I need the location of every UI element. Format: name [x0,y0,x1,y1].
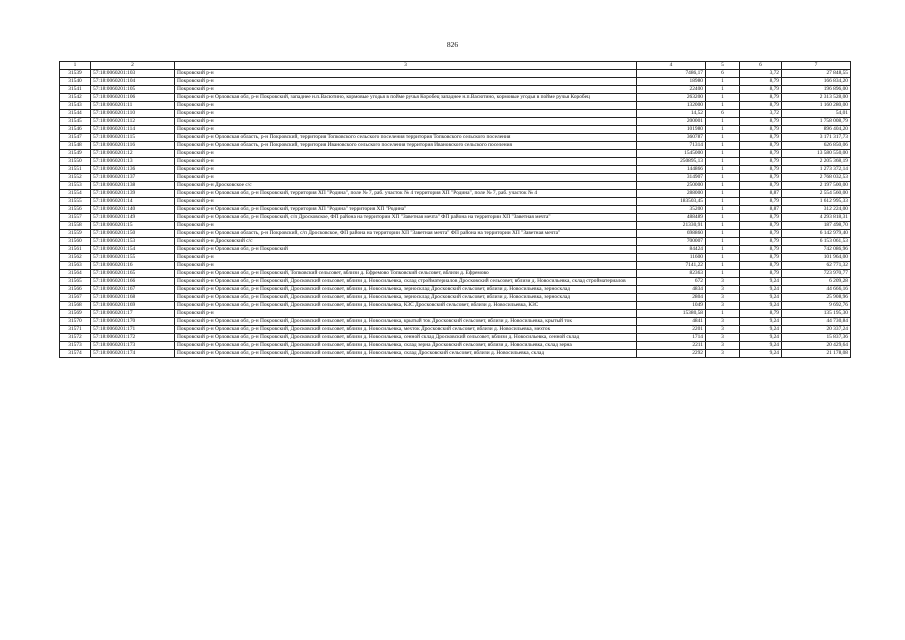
rate-cell: 8,79 [740,222,782,230]
table-row [60,350,851,358]
cadastral-number-cell: 57:18:0060201:17 [91,310,175,318]
group-cell: 3 [706,326,740,334]
group-cell: 1 [706,206,740,214]
location-cell: Покровский р-н Орловская обл, р-н Покровский, Дросковский сельсовет, вблизи д. Новосильевка, склад зерна Дросковский сельсовет, вблизи д. Новосильевка, склад зерна [175,342,637,350]
cadastral-value-cell: 312 224,00 [782,206,851,214]
cadastral-value-cell: 166 834,20 [782,78,851,86]
area-cell: 2211 [637,342,706,350]
table-row [60,254,851,262]
cadastral-number-cell: 57:18:0060201:153 [91,238,175,246]
group-cell: 1 [706,94,740,102]
rate-cell: 8,87 [740,190,782,198]
row-number-cell: 31559 [60,230,91,238]
rate-cell: 8,79 [740,118,782,126]
group-cell: 3 [706,318,740,326]
row-number-cell: 31570 [60,318,91,326]
cadastral-number-cell: 57:18:0060201:149 [91,214,175,222]
table-row [60,294,851,302]
location-cell: Покровский р-н Орловская область, р-н Покровский, с/п Дросковское, ФП района на территории ХП "Заветная мечта" ФП района на территории ХП "Заветная мечта" [175,230,637,238]
cadastral-value-cell: 27 848,55 [782,70,851,78]
area-cell: 672 [637,278,706,286]
row-number-cell: 31543 [60,102,91,110]
table-row [60,158,851,166]
location-cell: Покровский р-н Орловская обл, р-н Покровский, Дросковский сельсовет, вблизи д. Новосильевка, мехток Дросковский сельсовет, вблизи д. Новосильевка, мехток [175,326,637,334]
rate-cell: 8,79 [740,94,782,102]
cadastral-value-cell: 15 837,36 [782,334,851,342]
group-cell: 1 [706,190,740,198]
cadastral-number-cell: 57:18:0060201:106 [91,94,175,102]
cadastral-value-cell: 9 692,76 [782,302,851,310]
table-row [60,246,851,254]
cadastral-value-cell: 6 142 979,40 [782,230,851,238]
cadastral-number-cell: 57:18:0060201:172 [91,334,175,342]
area-cell: 15380,58 [637,310,706,318]
group-cell: 1 [706,222,740,230]
row-number-cell: 31555 [60,198,91,206]
area-cell: 250895,13 [637,158,706,166]
cadastral-number-cell: 57:18:0060201:171 [91,326,175,334]
rate-cell: 9,24 [740,318,782,326]
row-number-cell: 31573 [60,342,91,350]
table-row [60,310,851,318]
cadastral-number-cell: 57:18:0060201:104 [91,78,175,86]
group-cell: 1 [706,198,740,206]
group-cell: 1 [706,158,740,166]
area-cell: 1049 [637,302,706,310]
area-cell: 7141,22 [637,262,706,270]
area-cell: 263200 [637,94,706,102]
area-cell: 22400 [637,86,706,94]
cadastral-value-cell: 626 850,06 [782,142,851,150]
row-number-cell: 31572 [60,334,91,342]
location-cell: Покровский р-н [175,222,637,230]
column-header: 2 [91,62,175,70]
table-row [60,334,851,342]
cadastral-value-cell: 25 908,96 [782,294,851,302]
cadastral-number-cell: 57:18:0060201:137 [91,174,175,182]
cadastral-number-cell: 57:18:0060201:167 [91,286,175,294]
area-cell: 35200 [637,206,706,214]
area-cell: 4834 [637,286,706,294]
location-cell: Покровский р-н Орловская обл, р-н Покровский, территория ХП "Родина" территория ХП "Родина" [175,206,637,214]
row-number-cell: 31567 [60,294,91,302]
table-row [60,70,851,78]
group-cell: 1 [706,150,740,158]
cadastral-value-cell: 4 293 818,31 [782,214,851,222]
area-cell: 1545000 [637,150,706,158]
group-cell: 1 [706,230,740,238]
area-cell: 82363 [637,270,706,278]
row-number-cell: 31542 [60,94,91,102]
cadastral-value-cell: 2 313 528,00 [782,94,851,102]
cadastral-value-cell: 2 205 368,19 [782,158,851,166]
column-header: 1 [60,62,91,70]
row-number-cell: 31550 [60,158,91,166]
location-cell: Покровский р-н Орловская обл, р-н Покровский, с/п Дросковское, ФП района на территории ХП "Заветная мечта" ФП района на территории ХП "Заветная мечта" [175,214,637,222]
group-cell: 3 [706,302,740,310]
row-number-cell: 31563 [60,262,91,270]
table-row [60,118,851,126]
location-cell: Покровский р-н Орловская обл, р-н Покровский, Дросковский сельсовет, вблизи д. Новосильевка, зерносклад Дросковский сельсовет, вблизи д. Новосильевка, зерносклад [175,286,637,294]
area-cell: 84424 [637,246,706,254]
group-cell: 3 [706,334,740,342]
location-cell: Покровский р-н [175,150,637,158]
table-row [60,86,851,94]
area-cell: 314907 [637,174,706,182]
group-cell: 1 [706,238,740,246]
cadastral-value-cell: 44 666,16 [782,286,851,294]
column-header: 4 [637,62,706,70]
cadastral-number-cell: 57:18:0060201:16 [91,262,175,270]
area-cell: 2292 [637,350,706,358]
location-cell: Покровский р-н Орловская обл, р-н Покровский, Дросковский сельсовет, вблизи д. Новосильевка, КЗС Дросковский сельсовет, вблизи д. Новосильевка, КЗС [175,302,637,310]
row-number-cell: 31562 [60,254,91,262]
rate-cell: 8,87 [740,206,782,214]
table-row [60,302,851,310]
location-cell: Покровский р-н [175,158,637,166]
rate-cell: 8,79 [740,270,782,278]
rate-cell: 8,79 [740,150,782,158]
table-row [60,230,851,238]
area-cell: 698860 [637,230,706,238]
location-cell: Покровский р-н [175,70,637,78]
cadastral-value-cell: 742 086,96 [782,246,851,254]
row-number-cell: 31554 [60,190,91,198]
group-cell: 1 [706,142,740,150]
rate-cell: 8,79 [740,102,782,110]
area-cell: 144866 [637,166,706,174]
rate-cell: 8,79 [740,214,782,222]
rate-cell: 9,24 [740,342,782,350]
row-number-cell: 31568 [60,302,91,310]
cadastral-number-cell: 57:18:0060201:168 [91,294,175,302]
cadastral-number-cell: 57:18:0060201:155 [91,254,175,262]
cadastral-value-cell: 187 498,70 [782,222,851,230]
rate-cell: 8,79 [740,86,782,94]
cadastral-number-cell: 57:18:0060201:140 [91,206,175,214]
location-cell: Покровский р-н [175,198,637,206]
table-row [60,134,851,142]
area-cell: 488489 [637,214,706,222]
location-cell: Покровский р-н [175,310,637,318]
location-cell: Покровский р-н Дросковское с/с [175,182,637,190]
rate-cell: 8,79 [740,158,782,166]
cadastral-value-cell: 21 178,08 [782,350,851,358]
cadastral-value-cell: 20 337,24 [782,326,851,334]
location-cell: Покровский р-н [175,166,637,174]
row-number-cell: 31566 [60,286,91,294]
row-number-cell: 31571 [60,326,91,334]
area-cell: 18980 [637,78,706,86]
row-number-cell: 31556 [60,206,91,214]
group-cell: 1 [706,214,740,222]
cadastral-number-cell: 57:18:0060201:116 [91,142,175,150]
location-cell: Покровский р-н [175,110,637,118]
table-row [60,286,851,294]
cadastral-value-cell: 54,01 [782,110,851,118]
group-cell: 1 [706,254,740,262]
rate-cell: 8,79 [740,182,782,190]
table-row [60,110,851,118]
rate-cell: 9,24 [740,334,782,342]
rate-cell: 9,24 [740,278,782,286]
group-cell: 1 [706,310,740,318]
cadastral-value-cell: 135 195,30 [782,310,851,318]
table-row [60,94,851,102]
rate-cell: 8,79 [740,78,782,86]
group-cell: 6 [706,70,740,78]
rate-cell: 8,79 [740,310,782,318]
area-cell: 2201 [637,326,706,334]
location-cell: Покровский р-н Орловская область, р-н Покровский, территория Топковского сельского поселения территория Топковского сельского поселения [175,134,637,142]
table-row [60,278,851,286]
cadastral-value-cell: 6 209,28 [782,278,851,286]
rate-cell: 3,72 [740,70,782,78]
rate-cell: 8,79 [740,262,782,270]
cadastral-value-cell: 20 429,64 [782,342,851,350]
cadastral-value-cell: 13 580 550,00 [782,150,851,158]
cadastral-number-cell: 57:18:0060201:166 [91,278,175,286]
cadastral-value-cell: 896 404,20 [782,126,851,134]
cadastral-number-cell: 57:18:0060201:13 [91,158,175,166]
area-cell: 2804 [637,294,706,302]
table-row [60,238,851,246]
group-cell: 1 [706,86,740,94]
table-row [60,222,851,230]
cadastral-number-cell: 57:18:0060201:110 [91,110,175,118]
area-cell: 4841 [637,318,706,326]
location-cell: Покровский р-н Орловская обл, р-н Покровский, Дросковский сельсовет, вблизи д. Новосильевка, склад стройматериалов Дросковский сельсовет, вблизи д. Новосильевка, склад стройматериалов [175,278,637,286]
row-number-cell: 31557 [60,214,91,222]
area-cell: 1714 [637,334,706,342]
location-cell: Покровский р-н Орловская обл, р-н Покровский, территория ХП "Родина", поле № 7, раб. участок № 4 территория ХП "Родина", поле № 7, раб. участок № 4 [175,190,637,198]
table-row [60,326,851,334]
cadastral-value-cell: 1 160 280,00 [782,102,851,110]
group-cell: 1 [706,262,740,270]
group-cell: 3 [706,342,740,350]
group-cell: 1 [706,134,740,142]
group-cell: 1 [706,78,740,86]
rate-cell: 9,24 [740,294,782,302]
row-number-cell: 31560 [60,238,91,246]
cadastral-number-cell: 57:18:0060201:165 [91,270,175,278]
area-cell: 200001 [637,118,706,126]
row-number-cell: 31540 [60,78,91,86]
table-row [60,126,851,134]
rate-cell: 8,79 [740,238,782,246]
page-number: 826 [446,40,459,49]
group-cell: 3 [706,294,740,302]
cadastral-value-cell: 2 768 032,53 [782,174,851,182]
row-number-cell: 31548 [60,142,91,150]
column-header: 7 [782,62,851,70]
area-cell: 71314 [637,142,706,150]
row-number-cell: 31561 [60,246,91,254]
rate-cell: 3,72 [740,110,782,118]
cadastral-number-cell: 57:18:0060201:173 [91,342,175,350]
group-cell: 1 [706,182,740,190]
location-cell: Покровский р-н Орловская обл, р-н Покровский, западнее н.п.Васютино, кормовые угодья в пойме ручья Коробец западнее н.п.Васютино, кормовые угодья в пойме ручья Коробец [175,94,637,102]
cadastral-value-cell: 1 612 995,33 [782,198,851,206]
group-cell: 3 [706,278,740,286]
area-cell: 183503,45 [637,198,706,206]
row-number-cell: 31546 [60,126,91,134]
area-cell: 21330,91 [637,222,706,230]
cadastral-value-cell: 1 758 008,79 [782,118,851,126]
rate-cell: 9,24 [740,302,782,310]
location-cell: Покровский р-н [175,118,637,126]
group-cell: 1 [706,246,740,254]
row-number-cell: 31545 [60,118,91,126]
cadastral-number-cell: 57:18:0060201:12 [91,150,175,158]
rate-cell: 8,79 [740,254,782,262]
rate-cell: 8,79 [740,246,782,254]
location-cell: Покровский р-н [175,86,637,94]
table-body [60,70,851,358]
location-cell: Покровский р-н [175,102,637,110]
cadastral-value-cell: 2 554 560,00 [782,190,851,198]
table-row [60,206,851,214]
row-number-cell: 31549 [60,150,91,158]
rate-cell: 9,24 [740,326,782,334]
group-cell: 3 [706,286,740,294]
cadastral-value-table [59,61,851,358]
cadastral-number-cell: 57:18:0060201:112 [91,118,175,126]
location-cell: Покровский р-н Орловская обл, р-н Покровский, Дросковский сельсовет, вблизи д. Новосильевка, сенной склад Дросковский сельсовет, вблизи д. Новосильевка, сенной склад [175,334,637,342]
rate-cell: 8,79 [740,174,782,182]
rate-cell: 8,79 [740,142,782,150]
row-number-cell: 31574 [60,350,91,358]
table-row [60,166,851,174]
group-cell: 1 [706,270,740,278]
rate-cell: 8,79 [740,134,782,142]
group-cell: 1 [706,118,740,126]
location-cell: Покровский р-н [175,126,637,134]
row-number-cell: 31547 [60,134,91,142]
table-row [60,174,851,182]
table-row [60,318,851,326]
row-number-cell: 31569 [60,310,91,318]
group-cell: 1 [706,166,740,174]
row-number-cell: 31541 [60,86,91,94]
table-row [60,190,851,198]
group-cell: 3 [706,350,740,358]
cadastral-number-cell: 57:18:0060201:139 [91,190,175,198]
cadastral-number-cell: 57:18:0060201:103 [91,70,175,78]
area-cell: 101980 [637,126,706,134]
cadastral-value-cell: 723 970,77 [782,270,851,278]
area-cell: 360787 [637,134,706,142]
area-cell: 288000 [637,190,706,198]
location-cell: Покровский р-н Орловская область, р-н Покровский, территория Ивановского сельского поселения территория Ивановского сельского поселения [175,142,637,150]
location-cell: Покровский р-н Орловская обл, р-н Покровский, Дросковский сельсовет, вблизи д. Новосильевка, крытый ток Дросковский сельсовет, вблизи д. Новосильевка, крытый ток [175,318,637,326]
location-cell: Покровский р-н [175,254,637,262]
cadastral-number-cell: 57:18:0060201:11 [91,102,175,110]
area-cell: 7486,17 [637,70,706,78]
cadastral-number-cell: 57:18:0060201:154 [91,246,175,254]
row-number-cell: 31544 [60,110,91,118]
row-number-cell: 31552 [60,174,91,182]
rate-cell: 9,24 [740,286,782,294]
table-row [60,270,851,278]
location-cell: Покровский р-н [175,174,637,182]
cadastral-number-cell: 57:18:0060201:150 [91,230,175,238]
location-cell: Покровский р-н [175,78,637,86]
location-cell: Покровский р-н Орловская обл, р-н Покровский, Дросковский сельсовет, вблизи д. Новосильевка, склад Дросковский сельсовет, вблизи д. Новосильевка, склад [175,350,637,358]
location-cell: Покровский р-н [175,262,637,270]
row-number-cell: 31558 [60,222,91,230]
table-row [60,78,851,86]
cadastral-number-cell: 57:18:0060201:170 [91,318,175,326]
row-number-cell: 31553 [60,182,91,190]
cadastral-number-cell: 57:18:0060201:136 [91,166,175,174]
rate-cell: 9,24 [740,350,782,358]
cadastral-value-cell: 3 171 317,73 [782,134,851,142]
cadastral-value-cell: 6 153 061,53 [782,238,851,246]
location-cell: Покровский р-н Орловская обл, р-н Покровский, Топковский сельсовет, вблизи д. Ефремово Топковский сельсовет, вблизи д. Ефремово [175,270,637,278]
cadastral-value-cell: 62 771,32 [782,262,851,270]
group-cell: 1 [706,102,740,110]
table-row [60,150,851,158]
area-cell: 11600 [637,254,706,262]
table-row [60,198,851,206]
cadastral-number-cell: 57:18:0060201:115 [91,134,175,142]
table-row [60,182,851,190]
group-cell: 1 [706,174,740,182]
column-header: 3 [175,62,637,70]
row-number-cell: 31551 [60,166,91,174]
cadastral-number-cell: 57:18:0060201:14 [91,198,175,206]
area-cell: 14,52 [637,110,706,118]
area-cell: 132000 [637,102,706,110]
area-cell: 700007 [637,238,706,246]
area-cell: 250000 [637,182,706,190]
location-cell: Покровский р-н Дросковский с/с [175,238,637,246]
group-cell: 6 [706,110,740,118]
cadastral-number-cell: 57:18:0060201:169 [91,302,175,310]
group-cell: 1 [706,126,740,134]
table-row [60,142,851,150]
table-row [60,262,851,270]
cadastral-value-cell: 1 273 372,14 [782,166,851,174]
location-cell: Покровский р-н Орловская обл, р-н Покровский [175,246,637,254]
table-row [60,342,851,350]
row-number-cell: 31565 [60,278,91,286]
table-row [60,102,851,110]
cadastral-number-cell: 57:18:0060201:114 [91,126,175,134]
cadastral-value-cell: 2 197 500,00 [782,182,851,190]
cadastral-number-cell: 57:18:0060201:105 [91,86,175,94]
row-number-cell: 31564 [60,270,91,278]
rate-cell: 8,79 [740,198,782,206]
rate-cell: 8,79 [740,230,782,238]
cadastral-number-cell: 57:18:0060201:138 [91,182,175,190]
cadastral-number-cell: 57:18:0060201:174 [91,350,175,358]
column-header: 5 [706,62,740,70]
cadastral-number-cell: 57:18:0060201:15 [91,222,175,230]
table-header [60,62,851,70]
location-cell: Покровский р-н Орловская обл, р-н Покровский, Дросковский сельсовет, вблизи д. Новосильевка, зерносклад Дросковский сельсовет, вблизи д. Новосильевка, зерносклад [175,294,637,302]
rate-cell: 8,79 [740,166,782,174]
cadastral-value-cell: 196 896,00 [782,86,851,94]
column-header: 6 [740,62,782,70]
rate-cell: 8,79 [740,126,782,134]
row-number-cell: 31539 [60,70,91,78]
cadastral-value-cell: 101 964,00 [782,254,851,262]
cadastral-value-cell: 44 730,84 [782,318,851,326]
table-row [60,214,851,222]
